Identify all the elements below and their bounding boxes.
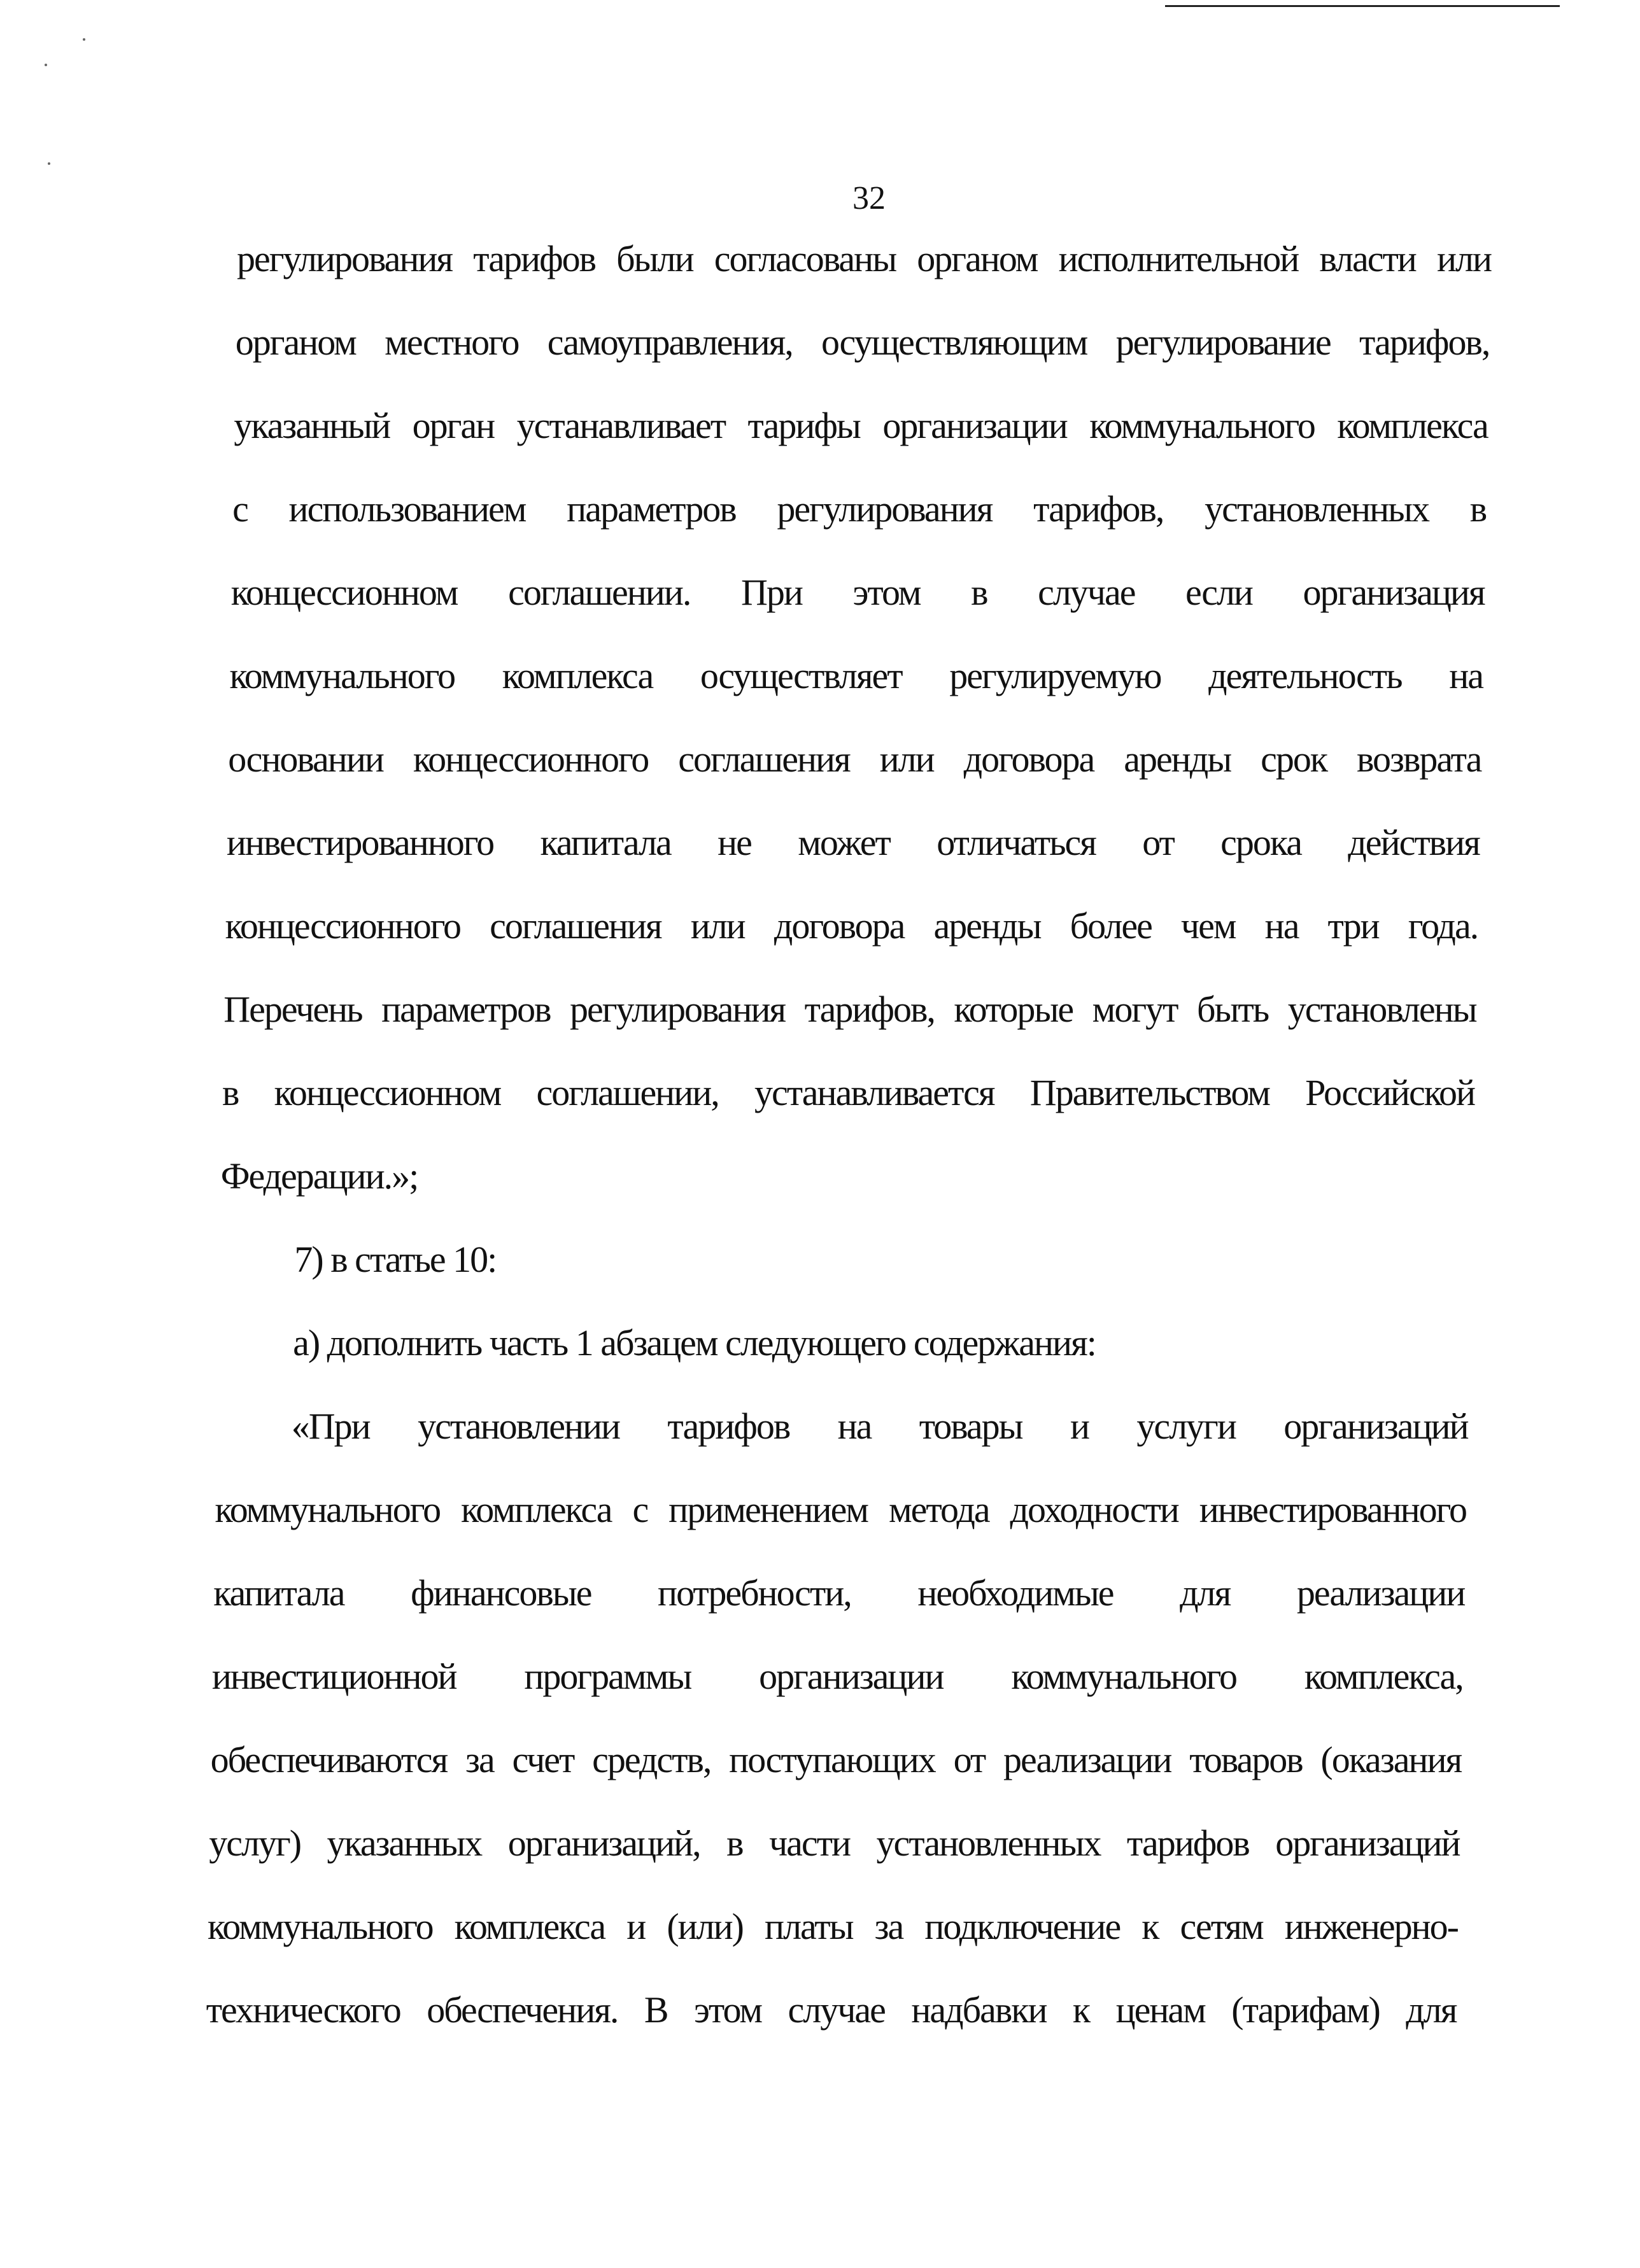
text-line: указанный орган устанавливает тарифы организации коммунального комплекса bbox=[234, 405, 1488, 446]
scan-speck bbox=[45, 64, 47, 66]
text-line: инвестиционной программы организации коммунального комплекса, bbox=[211, 1656, 1463, 1697]
page-number: 32 bbox=[852, 180, 886, 216]
scan-edge-line bbox=[1165, 5, 1560, 7]
text-line: коммунального комплекса и (или) платы за подключение к сетям инженерно- bbox=[208, 1906, 1458, 1947]
text-line: инвестированного капитала не может отличаться от срока действия bbox=[226, 822, 1480, 863]
text-line: концессионного соглашения или договора аренды более чем на три года. bbox=[225, 905, 1478, 947]
text-line: в концессионном соглашении, устанавливается Правительством Российской bbox=[222, 1072, 1474, 1113]
text-line: основании концессионного соглашения или договора аренды срок возврата bbox=[228, 738, 1481, 780]
scan-speck bbox=[48, 162, 50, 165]
text-line: а) дополнить часть 1 абзацем следующего содержания: bbox=[293, 1322, 1096, 1363]
scan-speck bbox=[83, 38, 85, 41]
text-line: коммунального комплекса осуществляет регулируемую деятельность на bbox=[229, 655, 1483, 696]
text-line: концессионном соглашении. При этом в случае если организация bbox=[230, 572, 1485, 613]
text-line: «При установлении тарифов на товары и услуги организаций bbox=[291, 1405, 1468, 1447]
text-line: с использованием параметров регулирования тарифов, установленных в bbox=[232, 488, 1487, 530]
text-line: Перечень параметров регулирования тарифов, которые могут быть установлены bbox=[223, 989, 1476, 1030]
text-line: органом местного самоуправления, осуществляющим регулирование тарифов, bbox=[235, 321, 1490, 363]
text-line: коммунального комплекса с применением метода доходности инвестированного bbox=[215, 1489, 1466, 1530]
text-line: услуг) указанных организаций, в части установленных тарифов организаций bbox=[209, 1822, 1460, 1864]
text-line: обеспечиваются за счет средств, поступающих от реализации товаров (оказания bbox=[210, 1739, 1462, 1780]
text-line: регулирования тарифов были согласованы органом исполнительной власти или bbox=[237, 238, 1491, 279]
text-line: технического обеспечения. В этом случае надбавки к ценам (тарифам) для bbox=[206, 1989, 1457, 2031]
text-line: 7) в статье 10: bbox=[294, 1239, 497, 1280]
text-line: Федерации.»; bbox=[220, 1155, 418, 1197]
text-line: капитала финансовые потребности, необходимые для реализации bbox=[213, 1572, 1465, 1614]
